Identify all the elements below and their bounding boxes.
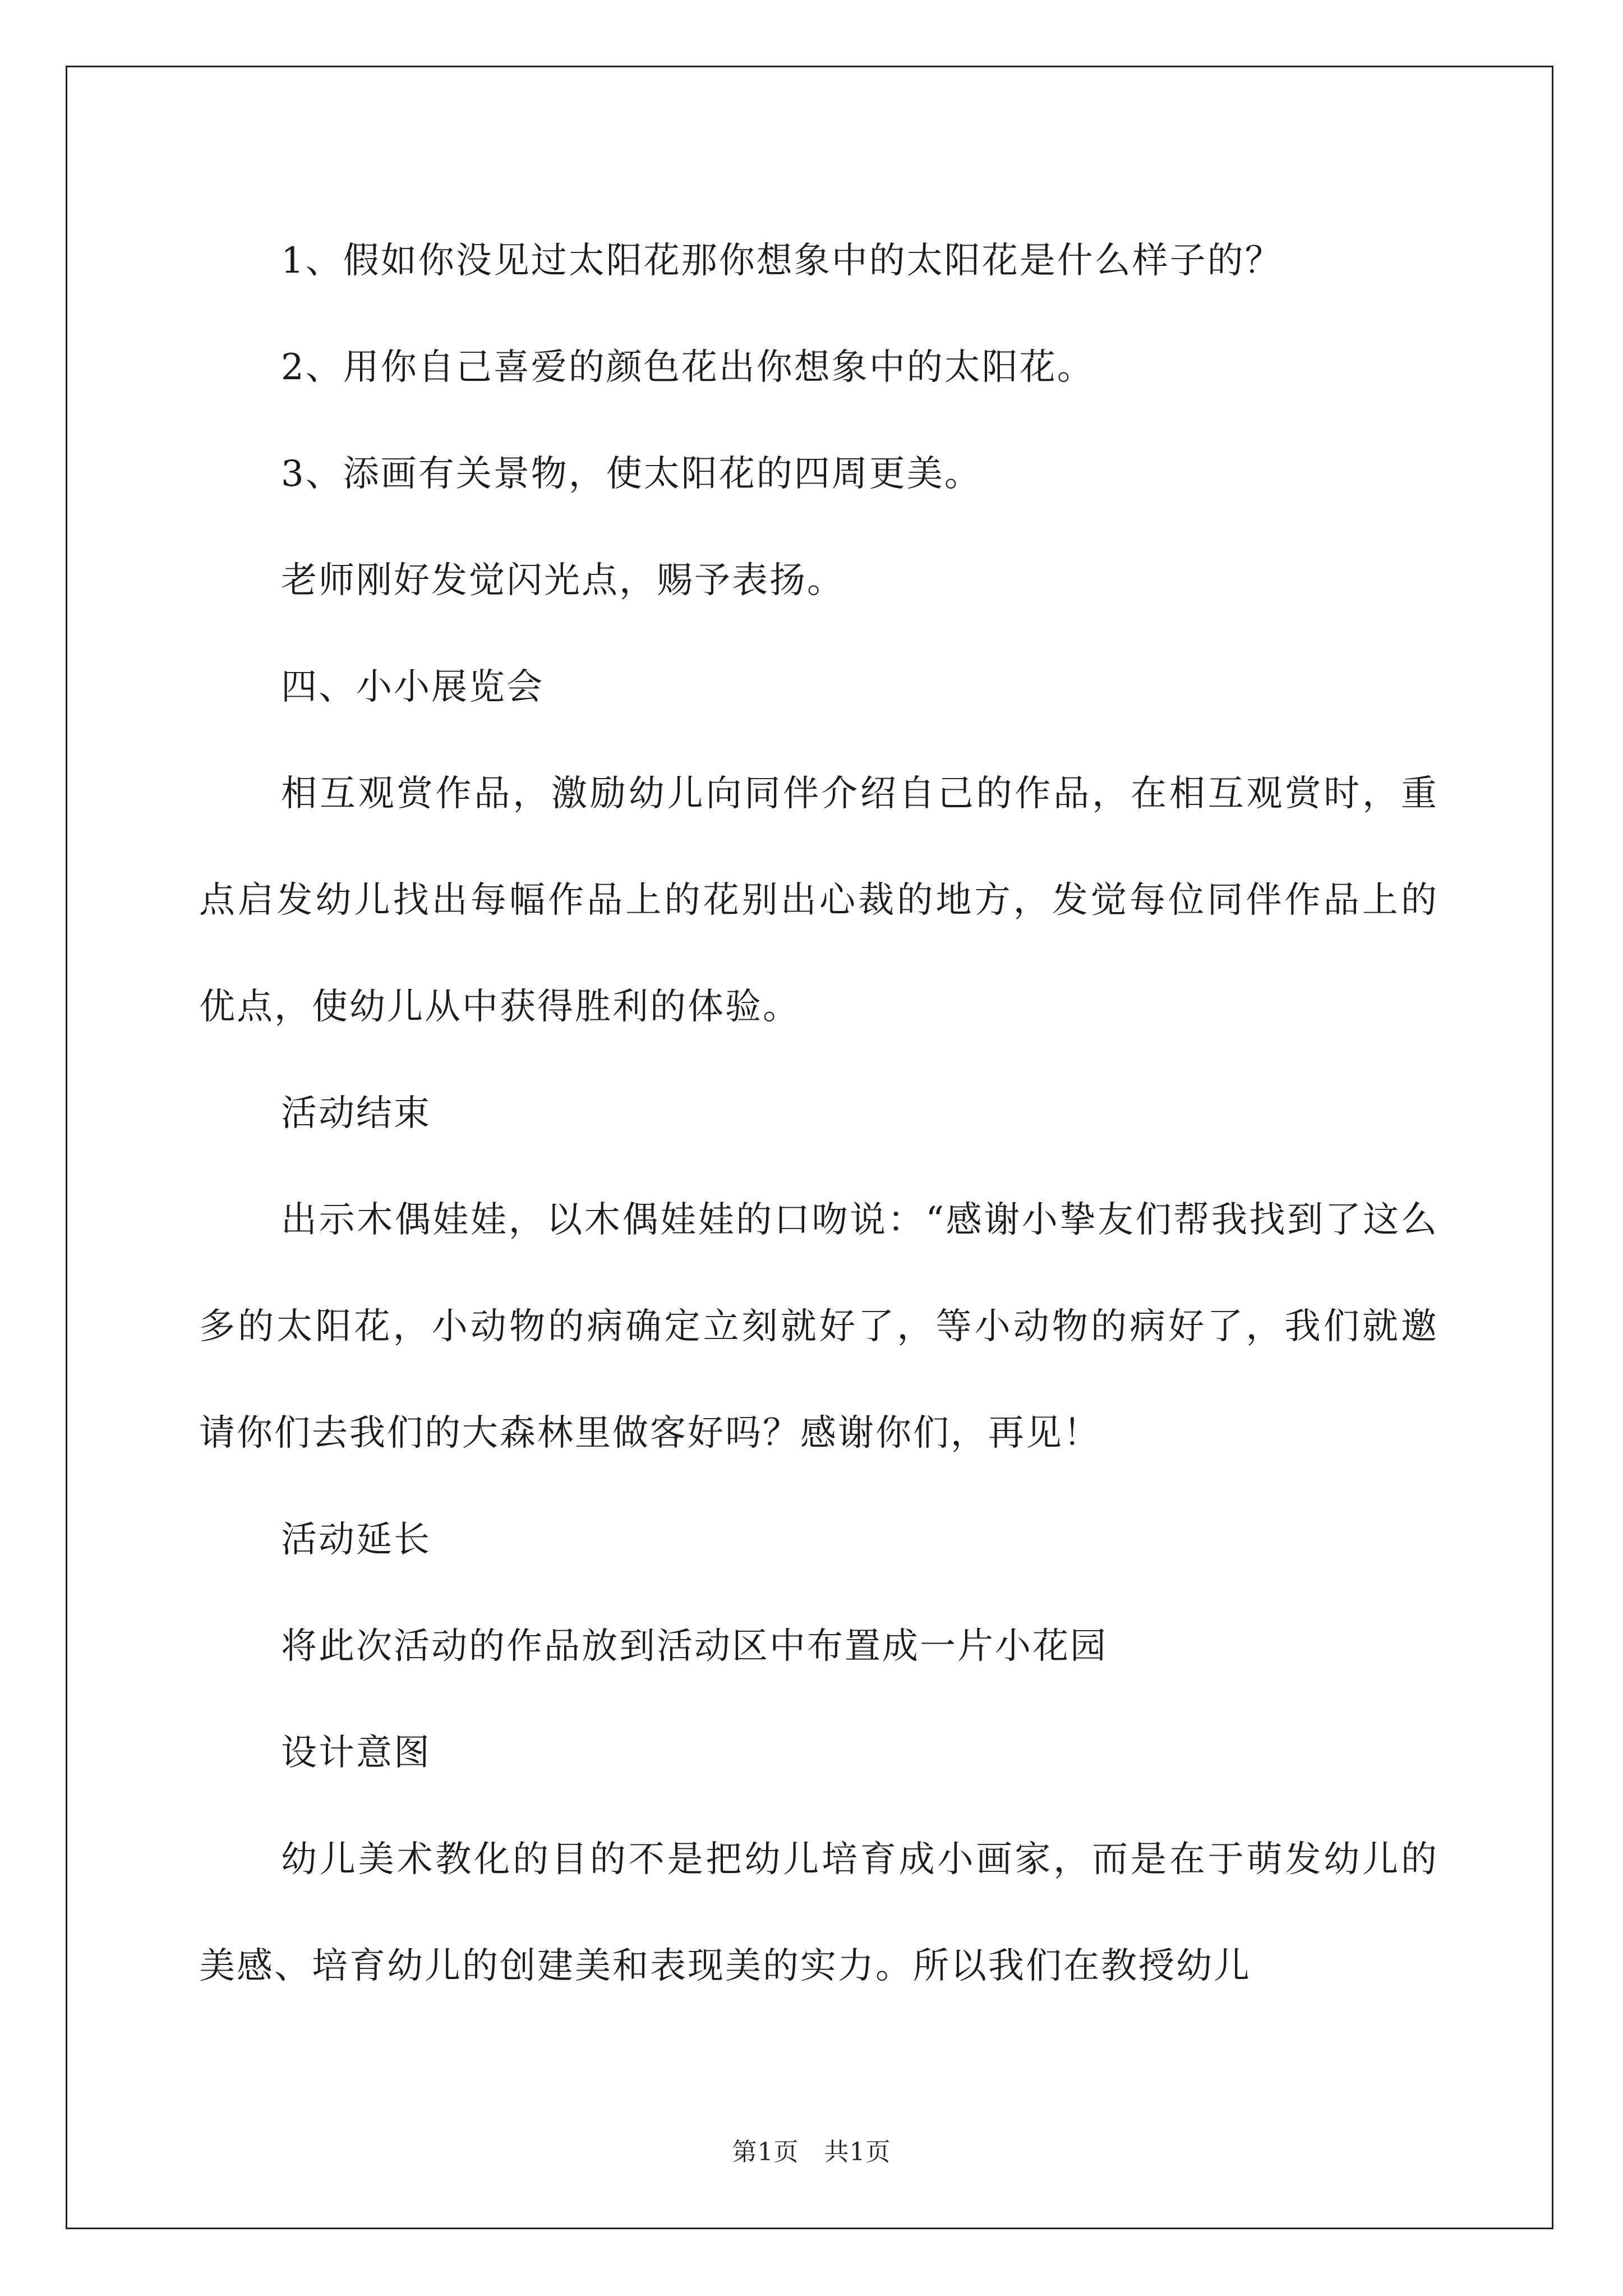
section-heading-design-intent: 设计意图 [281,1732,431,1774]
paragraph-teacher-praise: 老师刚好发觉闪光点，赐予表扬。 [281,560,845,601]
section-heading-activity-end: 活动结束 [281,1093,431,1134]
paragraph-puppet: 出示木偶娃娃，以木偶娃娃的口吻说：“感谢小挚友们帮我找到了这么多的太阳花，小动物的病确定立刻就好了，等小动物的病好了，我们就邀请你们去我们的大森林里做客好吗？感谢你们，再见！ [199,1199,1438,1454]
document-body [199,208,1438,2019]
section-heading-activity-extension: 活动延长 [281,1519,431,1561]
paragraph-step-1: 1、假如你没见过太阳花那你想象中的太阳花是什么样子的？ [281,240,1283,282]
paragraph-exhibition: 相互观赏作品，激励幼儿向同伴介绍自己的作品，在相互观赏时，重点启发幼儿找出每幅作品上的花别出心裁的地方，发觉每位同伴作品上的优点，使幼儿从中获得胜利的体验。 [199,773,1438,1028]
paragraph-design-intent: 幼儿美术教化的目的不是把幼儿培育成小画家，而是在于萌发幼儿的美感、培育幼儿的创建美和表现美的实力。所以我们在教授幼儿 [199,1839,1438,1987]
paragraph-garden: 将此次活动的作品放到活动区中布置成一片小花园 [281,1626,1108,1667]
paragraph-step-2: 2、用你自己喜爱的颜色花出你想象中的太阳花。 [281,347,1095,388]
page-footer: 第1页 共1页 [732,2138,891,2166]
section-heading-exhibition: 四、小小展览会 [281,666,544,708]
paragraph-step-3: 3、添画有关景物，使太阳花的四周更美。 [281,453,982,495]
